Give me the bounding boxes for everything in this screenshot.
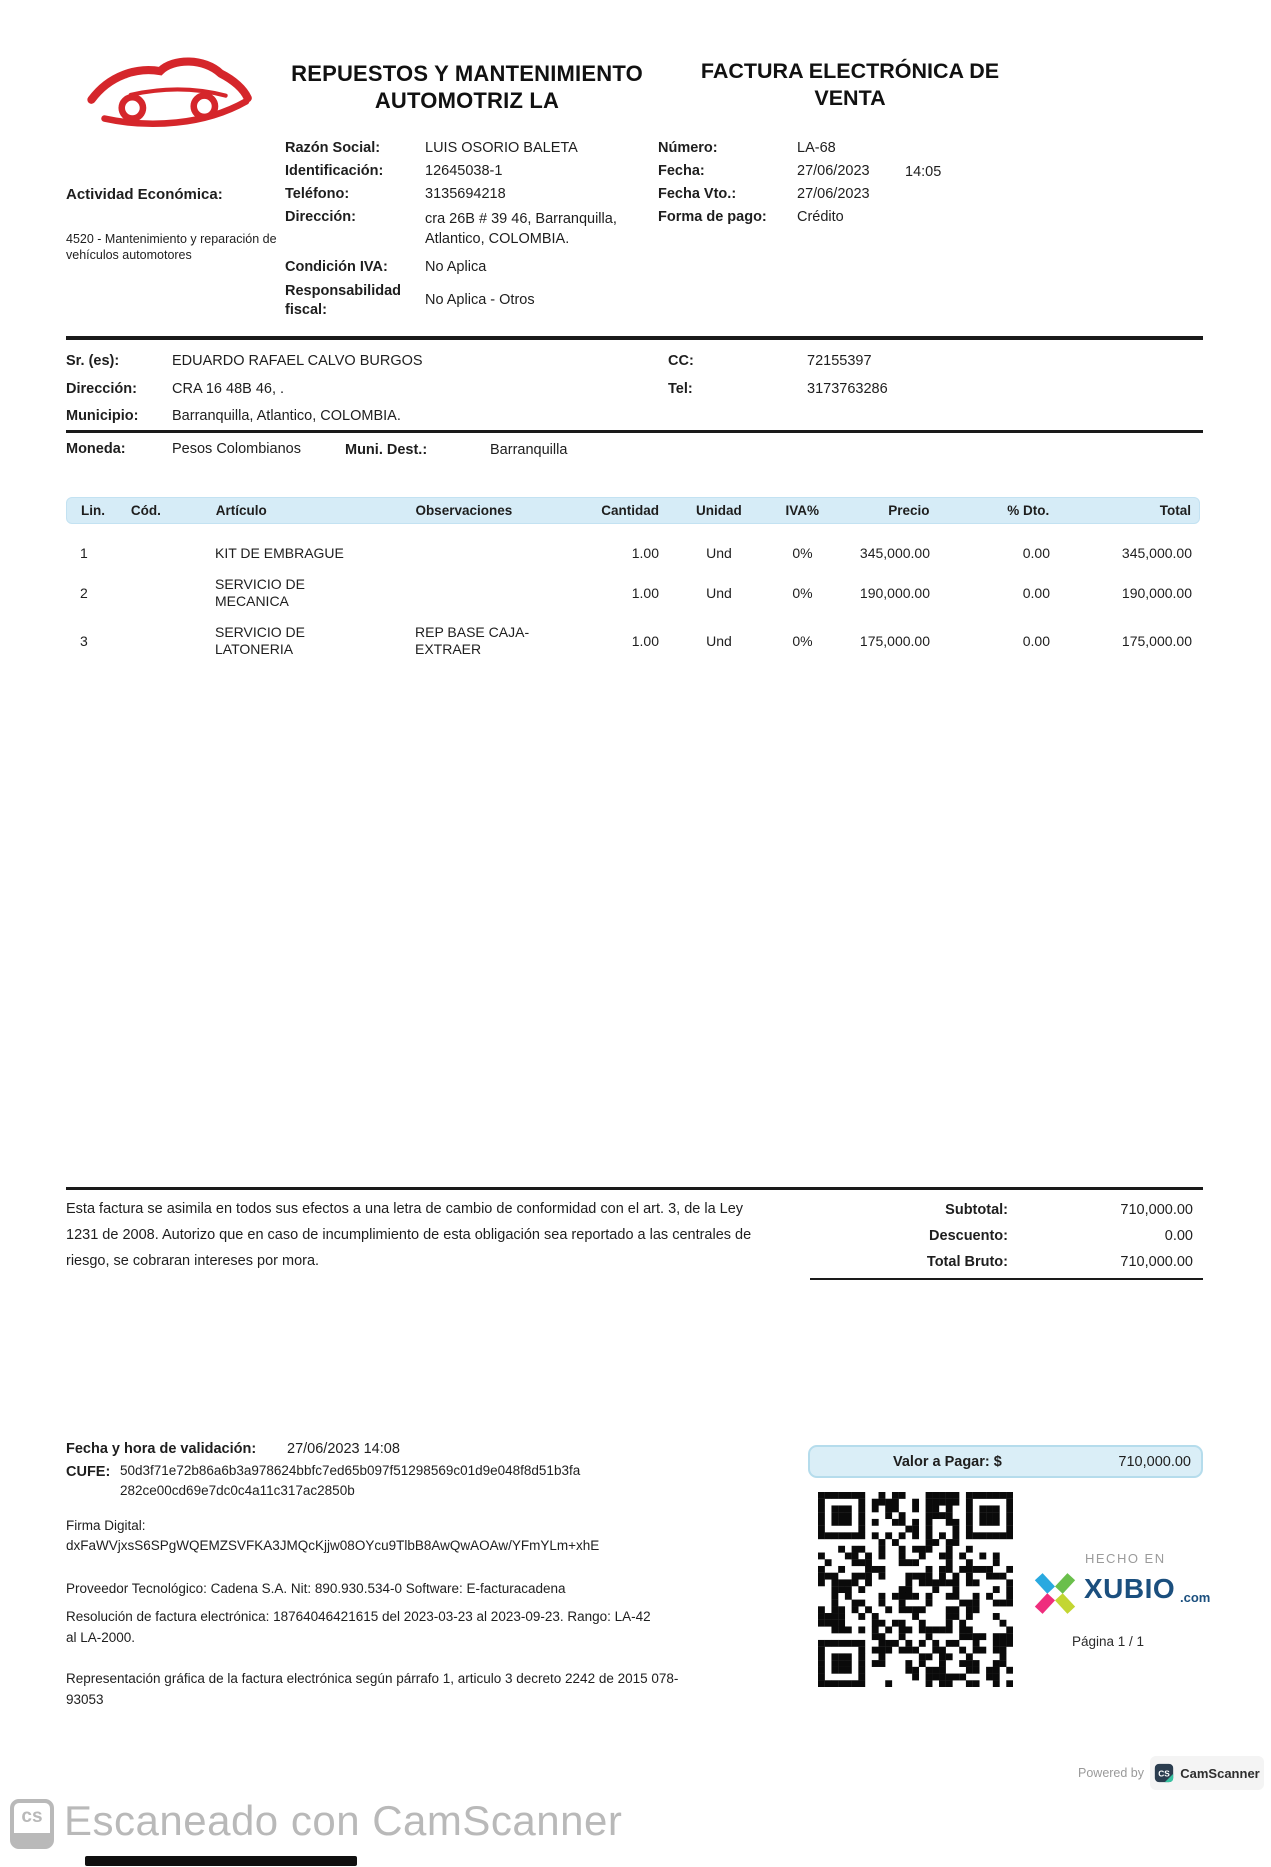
table-cell: REP BASE CAJA- EXTRAER xyxy=(415,624,530,657)
qr-code xyxy=(818,1492,1013,1687)
razon-social-value: LUIS OSORIO BALETA xyxy=(425,140,578,156)
divider xyxy=(810,1278,1203,1280)
descuento-value: 0.00 xyxy=(1164,1228,1193,1244)
table-cell: 3 xyxy=(80,632,88,649)
fecha-vto-value: 27/06/2023 xyxy=(797,186,870,202)
column-header: IVA% xyxy=(785,503,819,518)
table-cell: 1.00 xyxy=(631,584,659,601)
identificacion-label: Identificación: xyxy=(285,163,384,179)
fecha-label: Fecha: xyxy=(658,163,705,179)
table-cell: 0% xyxy=(792,544,813,561)
muni-dest-label: Muni. Dest.: xyxy=(345,442,428,458)
table-cell: 0.00 xyxy=(1022,544,1050,561)
resp-fiscal-value: No Aplica - Otros xyxy=(425,292,535,308)
company-name: REPUESTOS Y MANTENIMIENTO AUTOMOTRIZ LA xyxy=(291,61,643,113)
validacion-label: Fecha y hora de validación: xyxy=(66,1441,257,1457)
hora-value: 14:05 xyxy=(905,164,942,180)
table-cell: Und xyxy=(706,584,732,601)
divider xyxy=(66,1187,1203,1190)
forma-pago-value: Crédito xyxy=(797,209,844,225)
document-title: FACTURA ELECTRÓNICA DE VENTA xyxy=(700,59,1000,110)
descuento-label: Descuento: xyxy=(929,1228,1008,1244)
forma-pago-label: Forma de pago: xyxy=(658,209,767,225)
table-cell: SERVICIO DE LATONERIA xyxy=(215,624,305,657)
camscanner-cs-icon xyxy=(1154,1763,1174,1783)
firma-digital-value: dxFaWVjxsS6SPgWQEMZSVFKA3JMQcKjjw08OYcu9TlbB8AwQwAOAw/YFmYLm+xhE xyxy=(66,1538,600,1553)
telefono-value: 3135694218 xyxy=(425,186,506,202)
column-header: Precio xyxy=(888,503,930,518)
validacion-value: 27/06/2023 14:08 xyxy=(287,1441,400,1457)
valor-a-pagar-label: Valor a Pagar: $ xyxy=(893,1453,1002,1470)
table-row xyxy=(66,618,1200,664)
divider xyxy=(66,336,1203,340)
cust-direccion-label: Dirección: xyxy=(66,381,137,397)
muni-dest-value: Barranquilla xyxy=(490,442,568,458)
table-cell: 0.00 xyxy=(1022,584,1050,601)
moneda-value: Pesos Colombianos xyxy=(172,441,301,457)
table-cell: 190,000.00 xyxy=(859,584,930,601)
column-header: Unidad xyxy=(696,503,742,518)
tel-value: 3173763286 xyxy=(807,381,888,397)
actividad-economica-value: 4520 - Mantenimiento y reparación de vehículos automotores xyxy=(66,232,277,262)
xubio-tld: .com xyxy=(1180,1590,1211,1605)
table-cell: 175,000.00 xyxy=(1121,632,1192,649)
column-header: Lin. xyxy=(81,503,105,518)
valor-a-pagar-box xyxy=(808,1445,1203,1478)
municipio-value: Barranquilla, Atlantico, COLOMBIA. xyxy=(172,408,401,424)
direccion-label: Dirección: xyxy=(285,209,356,225)
fecha-value: 27/06/2023 xyxy=(797,163,870,179)
proveedor-text: Proveedor Tecnológico: Cadena S.A. Nit: 890.930.534-0 Software: E-facturacadena xyxy=(66,1581,566,1596)
table-cell: 2 xyxy=(80,584,88,601)
tel-label: Tel: xyxy=(668,381,693,397)
page-number: Página 1 / 1 xyxy=(1072,1634,1145,1649)
xubio-brand: XUBIO xyxy=(1084,1573,1176,1604)
column-header: Cód. xyxy=(130,503,161,518)
fecha-vto-label: Fecha Vto.: xyxy=(658,186,737,202)
direccion-value: cra 26B # 39 46, Barranquilla, Atlantico, COLOMBIA. xyxy=(425,211,617,247)
firma-digital-label: Firma Digital: xyxy=(66,1518,146,1533)
table-row xyxy=(66,570,1200,616)
subtotal-value: 710,000.00 xyxy=(1120,1202,1193,1218)
column-header: Observaciones xyxy=(415,503,513,518)
column-header: Artículo xyxy=(215,503,267,518)
condicion-iva-label: Condición IVA: xyxy=(285,259,388,275)
svg-text:CS: CS xyxy=(1158,1768,1171,1779)
column-header: Cantidad xyxy=(601,503,659,518)
table-cell: 0% xyxy=(792,632,813,649)
table-cell: SERVICIO DE MECANICA xyxy=(215,576,305,609)
actividad-economica-label: Actividad Económica: xyxy=(66,186,223,203)
table-cell: 1.00 xyxy=(631,544,659,561)
company-car-logo-icon xyxy=(80,48,260,140)
total-bruto-value: 710,000.00 xyxy=(1120,1254,1193,1270)
table-cell: 345,000.00 xyxy=(859,544,930,561)
table-cell: 1 xyxy=(80,544,88,561)
total-bruto-label: Total Bruto: xyxy=(926,1254,1008,1270)
resp-fiscal-label: Responsabilidad fiscal: xyxy=(285,283,402,318)
cc-value: 72155397 xyxy=(807,353,872,369)
numero-value: LA-68 xyxy=(797,140,836,156)
telefono-label: Teléfono: xyxy=(285,186,350,202)
camscanner-brand: CamScanner xyxy=(1180,1765,1260,1781)
camscanner-badge xyxy=(1150,1756,1264,1790)
table-cell: 345,000.00 xyxy=(1121,544,1192,561)
razon-social-label: Razón Social: xyxy=(285,140,381,156)
scan-edge-artifact xyxy=(85,1856,357,1866)
powered-by-label: Powered by xyxy=(1078,1766,1145,1780)
representacion-text: Representación gráfica de la factura electrónica según párrafo 1, articulo 3 decreto 2242 de 2015 078-93053 xyxy=(66,1671,679,1707)
table-cell: 175,000.00 xyxy=(859,632,930,649)
table-cell xyxy=(410,585,585,602)
legal-text: Esta factura se asimila en todos sus efectos a una letra de cambio de conformidad con el art. 3, de la Ley 1231 de 2008. Autorizo que en caso de incumplimiento de esta obligación sea reportado a las centrales de riesgo, se cobraran intereses por mora. xyxy=(66,1201,752,1269)
resolucion-text: Resolución de factura electrónica: 18764046421615 del 2023-03-23 al 2023-09-23. Rango: LA-42 al LA-2000. xyxy=(66,1609,651,1645)
cs-big-letters: cs xyxy=(21,1806,43,1827)
cufe-value: 50d3f71e72b86a6b3a978624bbfc7ed65b097f51298569c01d9e048f8d51b3fa282ce00cd69e7dc0c4a11c317ac2850b xyxy=(120,1463,581,1498)
table-cell: KIT DE EMBRAGUE xyxy=(215,544,344,561)
sr-value: EDUARDO RAFAEL CALVO BURGOS xyxy=(172,353,423,369)
table-cell: 190,000.00 xyxy=(1121,584,1192,601)
column-header: % Dto. xyxy=(1007,503,1050,518)
column-header: Total xyxy=(1159,503,1191,518)
items-table-header xyxy=(66,497,1200,524)
subtotal-label: Subtotal: xyxy=(945,1202,1008,1218)
moneda-label: Moneda: xyxy=(66,441,126,457)
hecho-en-label: HECHO EN xyxy=(1085,1551,1166,1566)
sr-label: Sr. (es): xyxy=(66,353,120,369)
table-cell: 0% xyxy=(792,584,813,601)
numero-label: Número: xyxy=(658,140,718,156)
identificacion-value: 12645038-1 xyxy=(425,163,503,179)
table-cell: Und xyxy=(706,632,732,649)
cust-direccion-value: CRA 16 48B 46, . xyxy=(172,381,285,397)
divider xyxy=(66,430,1203,433)
table-row xyxy=(66,533,1200,573)
cufe-label: CUFE: xyxy=(66,1464,111,1480)
table-cell: 0.00 xyxy=(1022,632,1050,649)
municipio-label: Municipio: xyxy=(66,408,139,424)
condicion-iva-value: No Aplica xyxy=(425,259,487,275)
scanned-with-text: Escaneado con CamScanner xyxy=(64,1797,623,1844)
table-cell: 1.00 xyxy=(631,632,659,649)
table-cell xyxy=(410,545,585,562)
valor-a-pagar-value: 710,000.00 xyxy=(1118,1453,1191,1470)
camscanner-big-cs-icon xyxy=(10,1799,54,1849)
table-cell: Und xyxy=(706,544,732,561)
xubio-x-icon xyxy=(1032,1570,1078,1616)
cc-label: CC: xyxy=(668,353,694,369)
